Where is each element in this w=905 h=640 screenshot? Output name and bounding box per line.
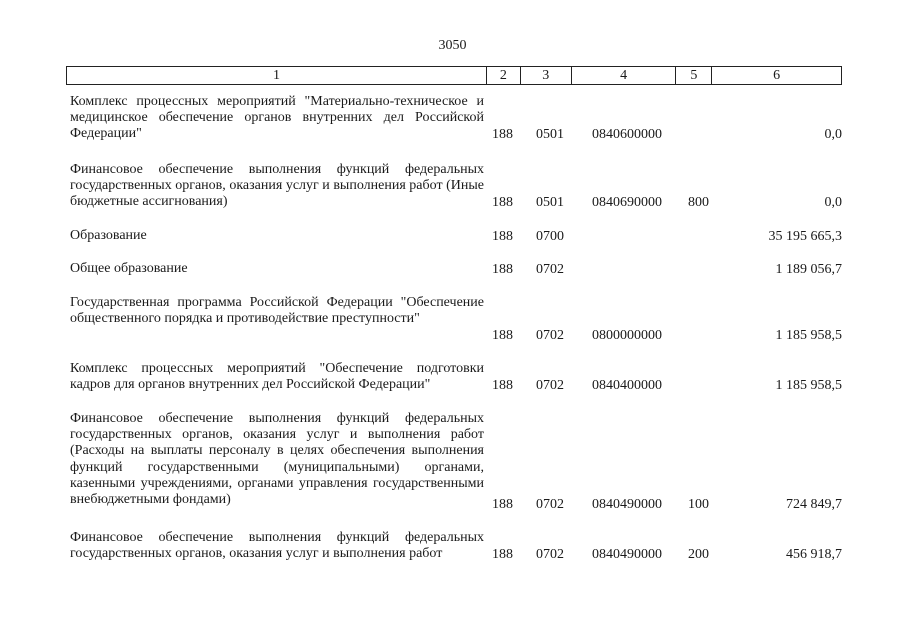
row-col-4: 0840600000 — [592, 126, 662, 142]
table-row — [66, 361, 842, 394]
row-col-6: 1 189 056,7 — [775, 261, 842, 277]
row-col-3: 0702 — [536, 546, 564, 562]
row-col-6: 1 185 958,5 — [775, 327, 842, 343]
row-col-5: 200 — [688, 546, 709, 562]
row-description: Финансовое обеспечение выполнения функций федеральных государственных органов, оказания услуг и выполнения работ (Иные бюджетные ассигнования) — [70, 162, 484, 210]
table-row — [66, 228, 842, 245]
row-col-2: 188 — [492, 327, 513, 343]
row-col-2: 188 — [492, 377, 513, 393]
row-col-6: 35 195 665,3 — [768, 228, 842, 244]
table-row — [66, 530, 842, 563]
row-col-6: 0,0 — [824, 194, 842, 210]
header-col-5: 5 — [675, 67, 711, 84]
header-col-6: 6 — [711, 67, 841, 84]
row-description: Комплекс процессных мероприятий "Обеспечение подготовки кадров для органов внутренних дел Российской Федерации" — [70, 361, 484, 393]
row-col-6: 456 918,7 — [786, 546, 842, 562]
table-row — [66, 162, 842, 211]
page-number: 3050 — [438, 38, 467, 53]
row-col-4: 0840690000 — [592, 194, 662, 210]
header-col-1: 1 — [272, 68, 280, 83]
row-description: Комплекс процессных мероприятий "Материально-техническое и медицинское обеспечение органов внутренних дел Российской Федерации" — [70, 94, 484, 142]
table-row — [66, 411, 842, 513]
table-row — [66, 94, 842, 143]
row-col-2: 188 — [492, 126, 513, 142]
row-col-2: 188 — [492, 546, 513, 562]
header-col-2: 2 — [486, 67, 520, 84]
table-row — [66, 261, 842, 278]
row-col-2: 188 — [492, 228, 513, 244]
row-description: Общее образование — [70, 261, 188, 276]
table-row — [66, 295, 842, 344]
row-col-2: 188 — [492, 496, 513, 512]
row-col-2: 188 — [492, 194, 513, 210]
row-col-3: 0700 — [536, 228, 564, 244]
row-col-2: 188 — [492, 261, 513, 277]
row-col-4: 0800000000 — [592, 327, 662, 343]
row-col-3: 0702 — [536, 377, 564, 393]
row-col-6: 1 185 958,5 — [775, 377, 842, 393]
row-col-3: 0501 — [536, 194, 564, 210]
row-col-6: 0,0 — [824, 126, 842, 142]
row-col-6: 724 849,7 — [786, 496, 842, 512]
row-col-3: 0702 — [536, 327, 564, 343]
header-col-3: 3 — [520, 67, 571, 84]
header-col-4: 4 — [571, 67, 676, 84]
row-col-3: 0501 — [536, 126, 564, 142]
row-description: Финансовое обеспечение выполнения функций федеральных государственных органов, оказания услуг и выполнения работ (Расходы на выплаты персоналу в целях обеспечения выполнения функций государственными (муниципальными) органами, казенными учреждениями, органами управления государственными внебюджетными фондами) — [70, 411, 484, 508]
row-description: Государственная программа Российской Федерации "Обеспечение общественного порядка и противодействие преступности" — [70, 295, 484, 327]
row-col-4: 0840490000 — [592, 546, 662, 562]
row-col-4: 0840490000 — [592, 496, 662, 512]
row-col-5: 800 — [688, 194, 709, 210]
row-col-3: 0702 — [536, 261, 564, 277]
row-description: Образование — [70, 228, 147, 243]
row-col-4: 0840400000 — [592, 377, 662, 393]
row-col-3: 0702 — [536, 496, 564, 512]
row-col-5: 100 — [688, 496, 709, 512]
row-description: Финансовое обеспечение выполнения функций федеральных государственных органов, оказания услуг и выполнения работ — [70, 530, 484, 562]
table-header — [66, 66, 842, 85]
